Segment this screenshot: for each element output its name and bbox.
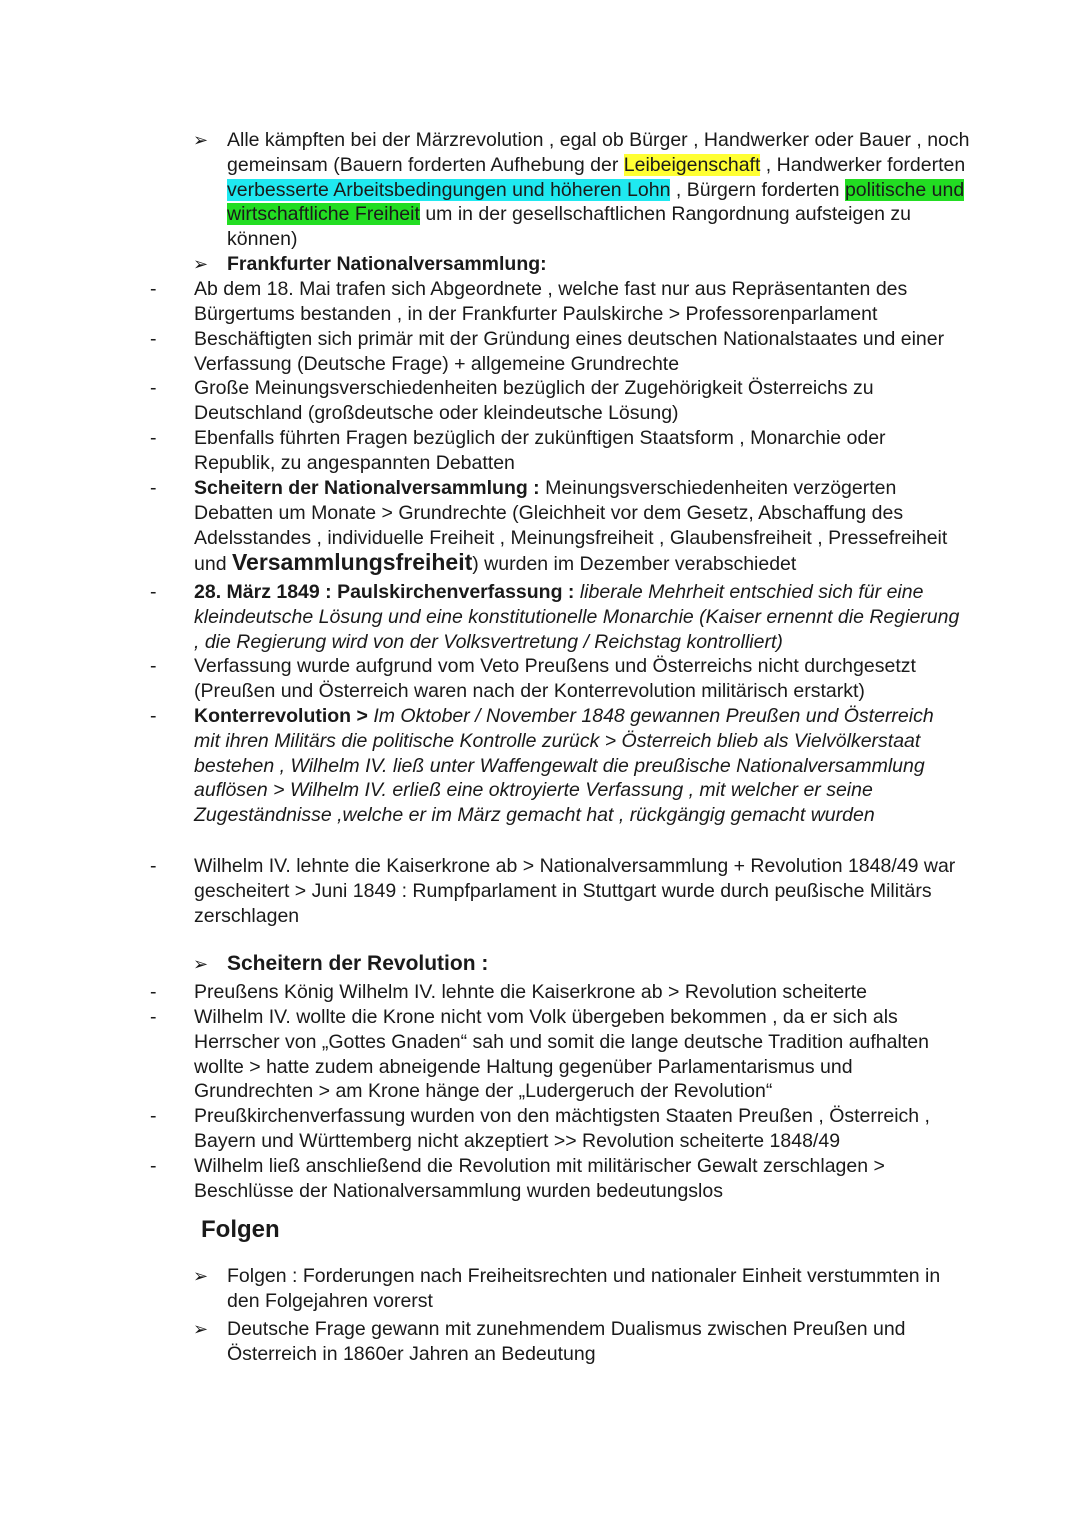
- list-item: - 28. März 1849 : Paulskirchenverfassung : liberale Mehrheit entschied sich für eine kleindeutsche Lösung und eine konstitutionelle Monarchie (Kaiser ernennt die Regierung , die Regierung wird von der Volksvertretung / Reichstag kontrolliert): [150, 581, 960, 653]
- list-item: - Preußkirchenverfassung wurden von den mächtigsten Staaten Preußen , Österreich , Bayern und Württemberg nicht akzeptiert >> Revolution scheiterte 1848/49: [150, 1105, 930, 1152]
- list-item: - Große Meinungsverschiedenheiten bezüglich der Zugehörigkeit Österreichs zu Deutschland (großdeutsche oder kleindeutsche Lösung): [150, 377, 874, 424]
- list-item: - Verfassung wurde aufgrund vom Veto Preußens und Österreichs nicht durchgesetzt (Preußen und Österreich waren nach der Konterrevolution militärisch erstarkt): [150, 655, 916, 702]
- bullet-arrow-item: ➢ Deutsche Frage gewann mit zunehmendem Dualismus zwischen Preußen und Österreich in 1860er Jahren an Bedeutung: [193, 1318, 906, 1365]
- dash-bullet: -: [150, 377, 157, 399]
- dash-bullet: -: [150, 581, 157, 603]
- dash-bullet: -: [150, 655, 157, 677]
- bullet-arrow-item: ➢ Folgen : Forderungen nach Freiheitsrechten und nationaler Einheit verstummten in den Folgejahren vorerst: [193, 1265, 941, 1312]
- list-item: - Wilhelm IV. lehnte die Kaiserkrone ab > Nationalversammlung + Revolution 1848/49 war gescheitert > Juni 1849 : Rumpfparlament in Stuttgart wurde durch peußische Militärs zerschlagen: [150, 855, 956, 927]
- dash-bullet: -: [150, 427, 157, 449]
- highlight-yellow: Leibeigenschaft: [623, 153, 761, 176]
- section-heading: Scheitern der Revolution :: [227, 952, 489, 975]
- list-item: - Ab dem 18. Mai trafen sich Abgeordnete , welche fast nur aus Repräsentanten des Bürgertums bestanden , in der Frankfurter Paulskirche > Professorenparlament: [150, 278, 908, 325]
- dash-bullet: -: [150, 1155, 157, 1177]
- heading-folgen: Folgen: [201, 1216, 280, 1243]
- dash-bullet: -: [150, 705, 157, 727]
- arrow-bullet-icon: ➢: [193, 1319, 209, 1339]
- dash-bullet: -: [150, 855, 157, 877]
- highlight-cyan: verbesserte Arbeitsbedingungen und höheren Lohn: [227, 178, 671, 201]
- arrow-bullet-icon: ➢: [193, 130, 209, 150]
- section-heading: Frankfurter Nationalversammlung:: [227, 253, 547, 275]
- dash-bullet: -: [150, 981, 157, 1003]
- bullet-arrow-item: [193, 128, 973, 252]
- arrow-bullet-icon: ➢: [193, 254, 209, 274]
- list-item: - Beschäftigten sich primär mit der Gründung eines deutschen Nationalstaates und einer Verfassung (Deutsche Frage) + allgemeine Grundrechte: [150, 328, 945, 375]
- dash-bullet: -: [150, 328, 157, 350]
- dash-bullet: -: [150, 1006, 157, 1028]
- list-item: - Scheitern der Nationalversammlung : Meinungsverschiedenheiten verzögerten Debatten um Monate > Grundrechte (Gleichheit vor dem Gesetz, Abschaffung des Adelsstandes , individuelle Freiheit , Meinungsfreiheit , Glaubensfreiheit , Pressefreiheit und Versammlungsfreiheit) wurden im Dezember verabschiedet: [150, 477, 948, 576]
- highlight-green: politische und wirtschaftliche Freiheit: [227, 178, 965, 226]
- dash-bullet: -: [150, 477, 157, 499]
- arrow-bullet-icon: ➢: [193, 954, 209, 974]
- list-item: - Wilhelm IV. wollte die Krone nicht vom Volk übergeben bekommen , da er sich als Herrscher von „Gottes Gnaden“ sah und somit die lange deutsche Tradition aufhalten wollte > hatte zudem abneigende Haltung gegenüber Parlamentarismus und Grundrechten > am Krone hänge der „Ludergeruch der Revolution“: [150, 1006, 929, 1103]
- arrow-bullet-icon: ➢: [193, 1266, 209, 1286]
- list-item: - Ebenfalls führten Fragen bezüglich der zukünftigen Staatsform , Monarchie oder Republik, zu angespannten Debatten: [150, 427, 886, 474]
- item-text: Alle kämpften bei der Märzrevolution , egal ob Bürger , Handwerker oder Bauer , noch gemeinsam (Bauern forderten Aufhebung der Leibeigenschaft , Handwerker forderten verbesserte Arbeitsbedingungen und höheren Lohn , Bürgern forderten politische und wirtschaftliche Freiheit um in der gesellschaftlichen Rangordnung aufsteigen zu können): [227, 129, 970, 251]
- dash-bullet: -: [150, 1105, 157, 1127]
- list-item: - Wilhelm ließ anschließend die Revolution mit militärischer Gewalt zerschlagen > Beschlüsse der Nationalversammlung wurden bedeutungslos: [150, 1155, 885, 1202]
- dash-bullet: -: [150, 278, 157, 300]
- bullet-arrow-item: [193, 252, 973, 277]
- bullet-arrow-item: [193, 952, 973, 977]
- list-item: - Preußens König Wilhelm IV. lehnte die Kaiserkrone ab > Revolution scheiterte: [150, 981, 867, 1003]
- list-item: - Konterrevolution > Im Oktober / November 1848 gewannen Preußen und Österreich mit ihren Militärs die politische Kontrolle zurück > Österreich blieb als Vielvölkerstaat bestehen , Wilhelm IV. ließ unter Waffengewalt die preußische Nationalversammlung auflösen > Wilhelm IV. erließ eine oktroyierte Verfassung , mit welcher er seine Zugeständnisse ,welche er im März gemacht hat , rückgängig gemacht wurden: [150, 705, 934, 827]
